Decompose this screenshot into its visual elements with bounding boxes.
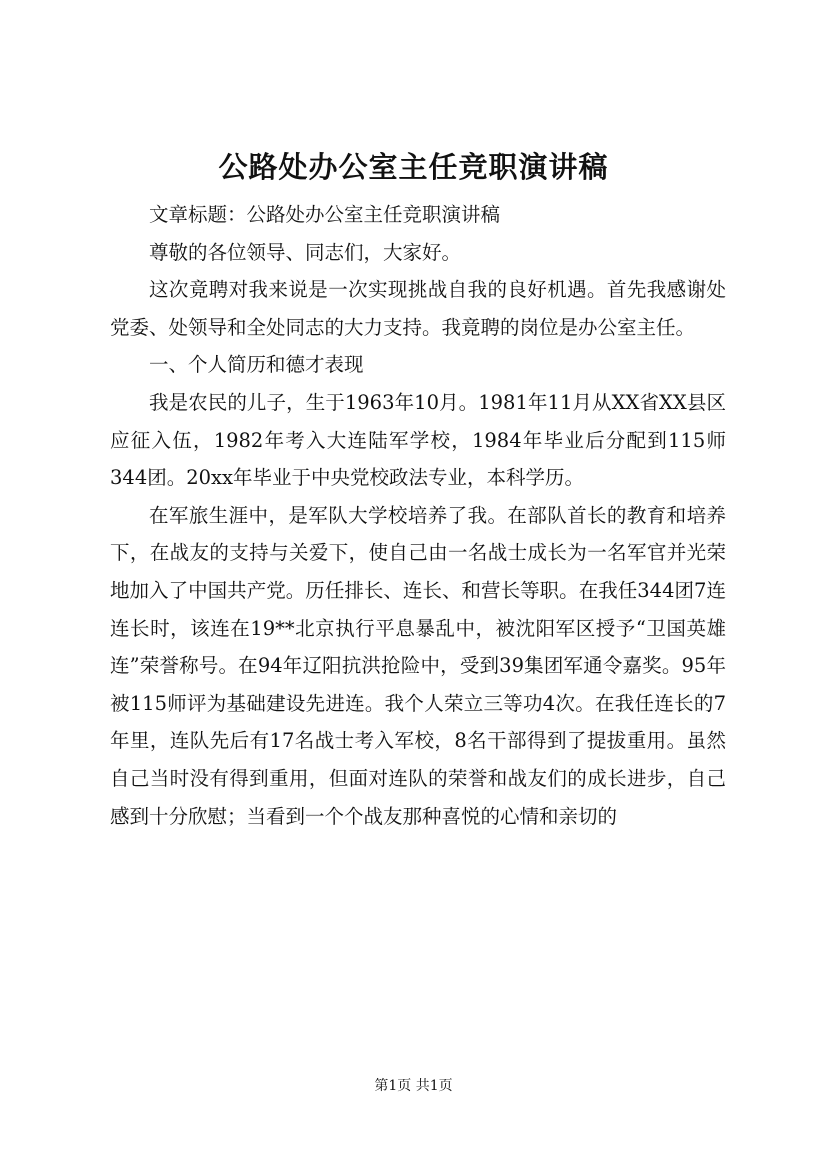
section-heading-resume: 一、个人简历和德才表现 [149,353,364,377]
paragraph-greeting: 尊敬的各位领导、同志们，大家好。 [149,240,462,264]
paragraph-article-title: 文章标题：公路处办公室主任竞职演讲稿 [149,203,501,226]
paragraph-military-career: 在军旅生涯中，是军队大学校培养了我。在部队首长的教育和培养下，在战友的支持与关爱下，使自己由一名战士成长为一名军官并光荣地加入了中国共产党。历任排长、连长、和营长等职。在我任344团7连连长时，该连在19**北京执行平息暴乱中，被沈阳军区授予“卫国英雄连”荣誉称号。在94年辽阳抗洪抢险中，受到39集团军通令嘉奖。95年被115师评为基础建设先进连。我个人荣立三等功4次。在我任连长的7年里，连队先后有17名战士考入军校，8名干部得到了提拔重用。虽然自己当时没有得到重用，但面对连队的荣誉和战友们的成长进步，自己感到十分欣慰；当看到一个个战友那种喜悦的心情和亲切的 [110,503,726,828]
document-title: 公路处办公室主任竞职演讲稿 [218,150,609,184]
paragraph-intro: 这次竟聘对我来说是一次实现挑战自我的良好机遇。首先我感谢处党委、处领导和全处同志的大力支持。我竟聘的岗位是办公室主任。 [110,278,726,339]
page-footer: 第1页 共1页 [374,1078,453,1094]
paragraph-background: 我是农民的儿子，生于1963年10月。1981年11月从XX省XX县区应征入伍，1982年考入大连陆军学校，1984年毕业后分配到115师344团。20xx年毕业于中央党校政法专业，本科学历。 [110,390,726,490]
document-body [110,196,726,835]
